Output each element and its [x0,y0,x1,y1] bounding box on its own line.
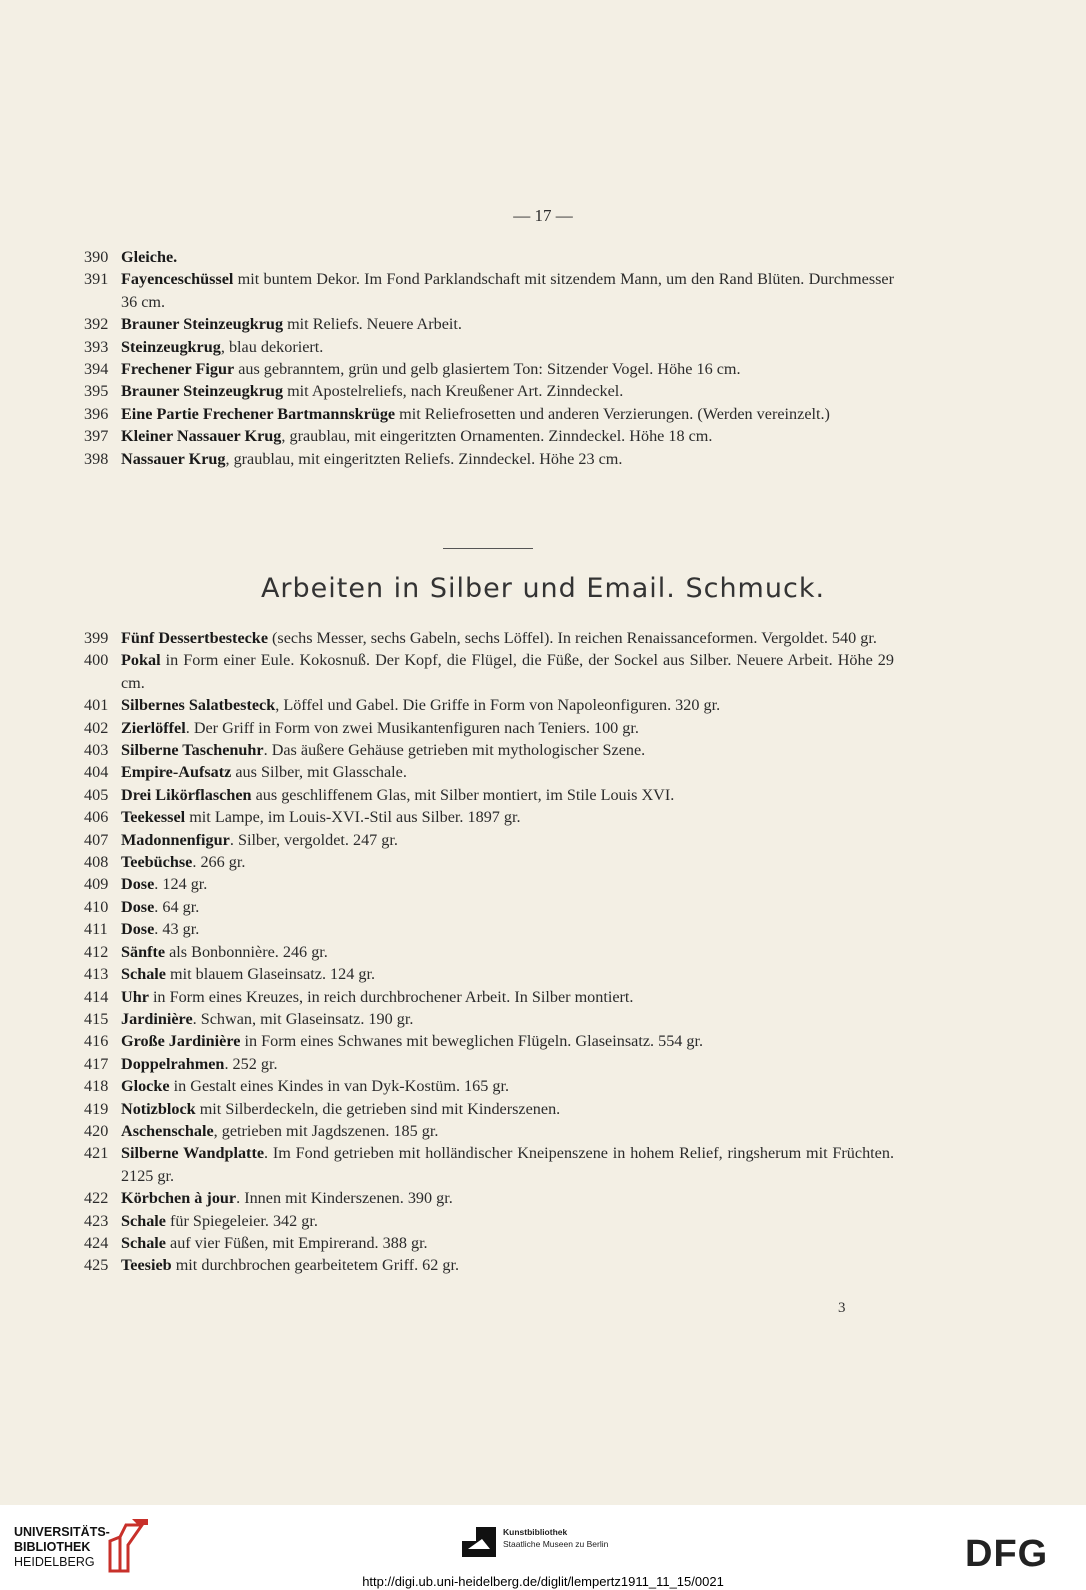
entry-title: Dose [121,875,155,894]
entry-number: 409 [84,875,109,894]
uni-line-1: UNIVERSITÄTS- [14,1525,110,1539]
dfg-logo[interactable]: DFG [965,1533,1049,1575]
entry-description: mit Reliefs. Neuere Arbeit. [283,315,462,334]
entry-title: Gleiche. [121,248,178,266]
catalog-entry [84,694,894,716]
entry-number: 416 [84,1032,109,1051]
entry-description: , blau dekoriert. [220,337,324,356]
entry-title: Madonnenfigur [121,830,230,849]
catalog-entry [84,1098,894,1120]
entry-title: Kleiner Nassauer Krug [121,427,282,446]
entry-description: (sechs Messer, sechs Gabeln, sechs Löffel). In reichen Renaissanceformen. Vergoldet. 540 gr. [268,629,877,647]
entry-description: mit blauem Glaseinsatz. 124 gr. [165,965,376,984]
catalog-entry [84,986,894,1008]
entry-number: 394 [84,360,109,379]
entry-title: Körbchen à jour [121,1189,237,1208]
catalog-entry [84,448,894,470]
entry-number: 399 [84,629,109,647]
entry-description: aus Silber, mit Glasschale. [231,763,407,782]
entry-title: Uhr [121,987,149,1006]
entry-title: Große Jardinière [121,1032,241,1051]
entry-title: Glocke [121,1077,170,1096]
entry-description: . Schwan, mit Glaseinsatz. 190 gr. [192,1009,414,1028]
catalog-entry [84,918,894,940]
entry-number: 405 [84,785,109,804]
entry-number: 425 [84,1256,109,1275]
entry-description: mit durchbrochen gearbeitetem Griff. 62 gr. [171,1256,460,1275]
catalog-entry [84,784,894,806]
entry-description: . Im Fond getrieben mit holländischer Kneipenszene in hohem Relief, ringsherum mit Früchten. 2125 gr. [121,1144,894,1185]
entry-title: Dose [121,897,155,916]
entry-description: . 43 gr. [154,920,200,939]
entry-title: Empire-Aufsatz [121,763,232,782]
entry-title: Sänfte [121,942,166,961]
entry-title: Schale [121,1233,166,1252]
catalog-entry [84,358,894,380]
entry-title: Pokal [121,651,161,670]
kb-line-2: Staatliche Museen zu Berlin [503,1539,609,1549]
entry-number: 393 [84,337,109,356]
catalog-entry [84,1187,894,1209]
entry-description: . Innen mit Kinderszenen. 390 gr. [236,1189,453,1208]
entry-description: als Bonbonnière. 246 gr. [165,942,328,961]
entry-description: . Der Griff in Form von zwei Musikantenfiguren nach Teniers. 100 gr. [185,718,639,737]
entry-description: . 252 gr. [224,1054,278,1073]
catalog-entries-silver [84,627,894,1277]
entry-number: 422 [84,1189,109,1208]
catalog-entry [84,268,894,313]
entry-title: Drei Likörflaschen [121,785,252,804]
catalog-entry [84,1232,894,1254]
catalog-entry [84,1210,894,1232]
entry-description: in Gestalt eines Kindes in van Dyk-Kostüm. 165 gr. [169,1077,510,1096]
entry-description: , getrieben mit Jagdszenen. 185 gr. [213,1121,439,1140]
document-url-link[interactable]: http://digi.ub.uni-heidelberg.de/diglit/lempertz1911_11_15/0021 [362,1574,724,1589]
entry-number: 418 [84,1077,109,1096]
entry-description: . Silber, vergoldet. 247 gr. [229,830,398,849]
kunstbibliothek-text [503,1526,608,1550]
catalog-entry [84,1008,894,1030]
entry-title: Fünf Dessertbestecke [121,629,268,647]
catalog-entry [84,1053,894,1075]
entry-number: 420 [84,1121,109,1140]
catalog-entry [84,403,894,425]
entry-description: , Löffel und Gabel. Die Griffe in Form von Napoleonfiguren. 320 gr. [275,696,721,715]
entry-number: 397 [84,427,109,446]
university-library-emblem-icon [108,1515,150,1573]
signature-mark: 3 [838,1300,846,1316]
entry-number: 390 [84,248,109,266]
catalog-entries-ceramics [84,246,894,470]
catalog-entry [84,1075,894,1097]
entry-description: aus gebranntem, grün und gelb glasiertem Ton: Sitzender Vogel. Höhe 16 cm. [234,360,741,379]
entry-title: Silberne Wandplatte [121,1144,265,1163]
catalog-entry [84,425,894,447]
university-library-logo-text[interactable] [14,1525,110,1570]
entry-number: 413 [84,965,109,984]
catalog-entry [84,739,894,761]
entry-title: Brauner Steinzeugkrug [121,315,284,334]
catalog-entry [84,246,894,268]
catalog-entry [84,1120,894,1142]
entry-title: Dose [121,920,155,939]
page-number: — 17 — [513,206,573,225]
entry-number: 421 [84,1144,109,1163]
catalog-entry [84,873,894,895]
footer-bar [0,1505,1086,1590]
entry-number: 398 [84,449,109,468]
entry-title: Teekessel [121,808,186,827]
entry-description: mit Silberdeckeln, die getrieben sind mit Kinderszenen. [195,1099,561,1118]
entry-title: Frechener Figur [121,360,235,379]
catalog-entry [84,1142,894,1187]
entry-description: . 124 gr. [154,875,208,894]
entry-number: 400 [84,651,109,670]
entry-description: für Spiegeleier. 342 gr. [165,1211,318,1230]
catalog-entry [84,941,894,963]
entry-title: Zierlöffel [121,718,186,737]
entry-title: Schale [121,965,166,984]
entry-number: 412 [84,942,109,961]
entry-title: Notizblock [121,1099,196,1118]
entry-description: auf vier Füßen, mit Empirerand. 388 gr. [165,1233,428,1252]
entry-number: 410 [84,897,109,916]
section-heading: Arbeiten in Silber und Email. Schmuck. [260,573,826,604]
entry-number: 415 [84,1009,109,1028]
entry-description: mit buntem Dekor. Im Fond Parklandschaft mit sitzendem Mann, um den Rand Blüten. Durchmesser 36 cm. [121,270,894,311]
entry-description: . Das äußere Gehäuse getrieben mit mythologischer Szene. [263,741,646,760]
entry-number: 395 [84,382,109,401]
entry-title: Eine Partie Frechener Bartmannskrüge [121,404,396,423]
entry-number: 414 [84,987,109,1006]
kunstbibliothek-logo-icon [462,1527,496,1557]
entry-number: 403 [84,741,109,760]
entry-description: , graublau, mit eingeritzten Ornamenten. Zinndeckel. Höhe 18 cm. [281,427,713,446]
entry-number: 423 [84,1211,109,1230]
entry-number: 407 [84,830,109,849]
catalog-entry [84,851,894,873]
catalog-entry [84,627,894,649]
catalog-entry [84,336,894,358]
entry-description: aus geschliffenem Glas, mit Silber montiert, im Stile Louis XVI. [251,785,675,804]
entry-number: 411 [84,920,108,939]
section-divider [443,548,533,549]
catalog-entry [84,963,894,985]
entry-number: 404 [84,763,109,782]
entry-number: 419 [84,1099,109,1118]
catalog-entry [84,380,894,402]
entry-description: in Form eines Schwanes mit beweglichen Flügeln. Glaseinsatz. 554 gr. [240,1032,704,1051]
catalog-entry [84,1030,894,1052]
entry-title: Steinzeugkrug [121,337,221,356]
catalog-entry [84,649,894,694]
entry-description: mit Apostelreliefs, nach Kreußener Art. Zinndeckel. [283,382,624,401]
entry-title: Teebüchse [121,853,193,872]
catalog-entry [84,313,894,335]
uni-line-3: HEIDELBERG [14,1555,95,1569]
catalog-entry [84,806,894,828]
entry-number: 406 [84,808,109,827]
entry-description: mit Lampe, im Louis-XVI.-Stil aus Silber. 1897 gr. [185,808,521,827]
catalog-entry [84,829,894,851]
entry-number: 392 [84,315,109,334]
entry-description: mit Reliefrosetten und anderen Verzierungen. (Werden vereinzelt.) [395,404,830,423]
entry-title: Aschenschale [121,1121,214,1140]
entry-title: Fayenceschüssel [121,270,234,289]
entry-description: . 266 gr. [192,853,246,872]
entry-description: in Form einer Eule. Kokosnuß. Der Kopf, die Flügel, die Füße, der Sockel aus Silber. Neuere Arbeit. Höhe 29 cm. [121,651,894,692]
entry-title: Doppelrahmen [121,1054,225,1073]
entry-title: Nassauer Krug [121,449,226,468]
uni-line-2: BIBLIOTHEK [14,1540,91,1554]
entry-title: Teesieb [121,1256,172,1275]
entry-number: 417 [84,1054,109,1073]
entry-number: 401 [84,696,109,715]
catalog-entry [84,761,894,783]
entry-title: Silberne Taschenuhr [121,741,264,760]
catalog-entry [84,1254,894,1276]
entry-number: 396 [84,404,109,423]
entry-number: 391 [84,270,109,289]
entry-number: 402 [84,718,109,737]
kb-line-1: Kunstbibliothek [503,1527,568,1537]
entry-description: , graublau, mit eingeritzten Reliefs. Zinndeckel. Höhe 23 cm. [225,449,623,468]
entry-description: in Form eines Kreuzes, in reich durchbrochener Arbeit. In Silber montiert. [148,987,634,1006]
entry-number: 408 [84,853,109,872]
entry-description: . 64 gr. [154,897,200,916]
entry-title: Brauner Steinzeugkrug [121,382,284,401]
entry-number: 424 [84,1233,109,1252]
entry-title: Jardinière [121,1009,193,1028]
catalog-entry [84,717,894,739]
entry-title: Schale [121,1211,166,1230]
catalog-entry [84,896,894,918]
entry-title: Silbernes Salatbesteck [121,696,276,715]
